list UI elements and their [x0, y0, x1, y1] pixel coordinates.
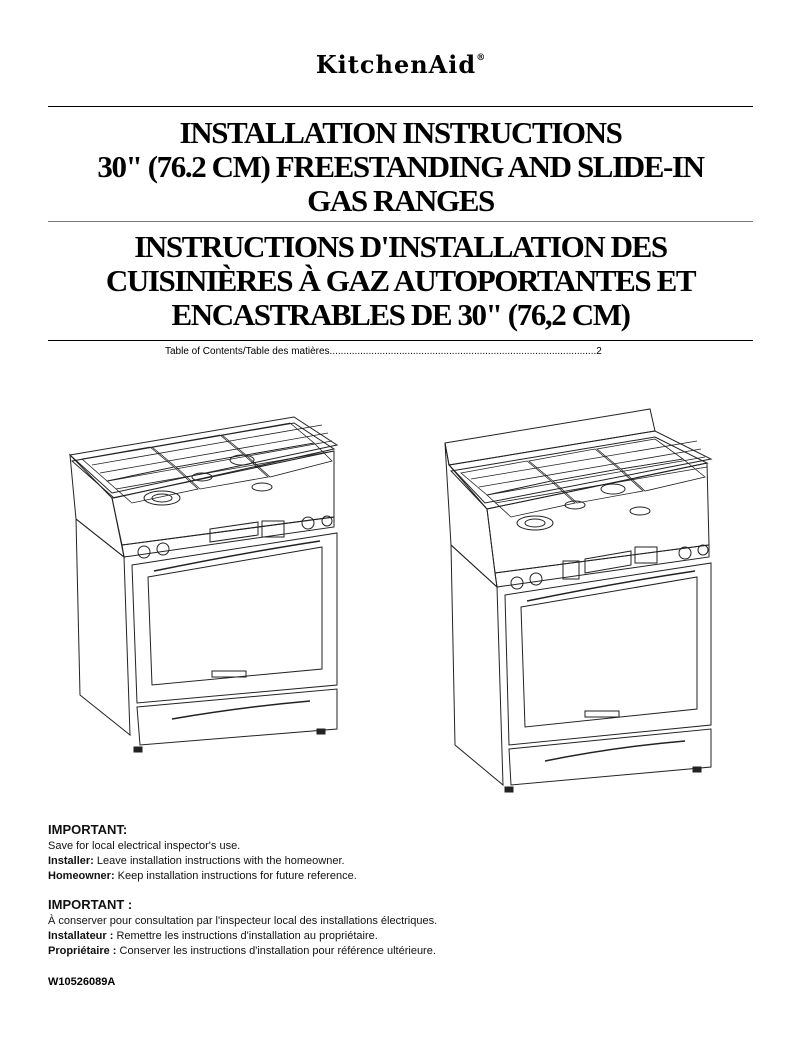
homeowner-note: [48, 869, 357, 884]
title-english-line: GAS RANGES: [307, 183, 494, 218]
title-french: [48, 230, 753, 332]
top-divider: [48, 106, 753, 107]
title-english-line: INSTALLATION INSTRUCTIONS: [179, 115, 622, 150]
title-french-line: CUISINIÈRES À GAZ AUTOPORTANTES ET: [105, 263, 696, 298]
installer-note: [48, 854, 357, 869]
table-of-contents-link[interactable]: [165, 346, 645, 357]
middle-divider: [48, 221, 753, 222]
registered-mark: ®: [476, 53, 487, 63]
installer-label: Installateur :: [48, 930, 114, 942]
bottom-divider: [48, 340, 753, 341]
homeowner-text: Keep installation instructions for future reference.: [114, 870, 357, 882]
inspector-note: Save for local electrical inspector's use.: [48, 840, 241, 852]
installer-label: Installer:: [48, 855, 94, 867]
owner-text: Conserver les instructions d'installation pour référence ultérieure.: [116, 945, 436, 957]
brand-name: KitchenAid: [315, 50, 477, 79]
title-french-line: INSTRUCTIONS D'INSTALLATION DES: [134, 229, 667, 264]
toc-page-number: 2: [596, 346, 602, 357]
installer-note: [48, 929, 437, 944]
installer-text: Leave installation instructions with the homeowner.: [93, 855, 345, 867]
owner-note: [48, 944, 437, 959]
brand-logo: [0, 50, 802, 79]
inspector-note: À conserver pour consultation par l'inspecteur local des installations électriques.: [48, 915, 438, 927]
title-english-line: 30" (76.2 CM) FREESTANDING AND SLIDE-IN: [97, 149, 704, 184]
important-heading: IMPORTANT:: [48, 822, 128, 837]
important-notice-english: [48, 822, 357, 884]
document-number: W10526089A: [48, 976, 116, 988]
homeowner-label: Homeowner:: [48, 870, 115, 882]
important-heading: IMPORTANT :: [48, 897, 133, 912]
slide-in-range-illustration: [62, 395, 352, 770]
freestanding-range-illustration: [435, 395, 725, 795]
important-notice-french: [48, 897, 437, 959]
toc-leader-dots: ................................................................................................: [329, 346, 597, 357]
title-english: [48, 116, 753, 218]
installer-text: Remettre les instructions d'installation au propriétaire.: [113, 930, 378, 942]
owner-label: Propriétaire :: [48, 945, 117, 957]
toc-label: Table of Contents/Table des matières: [165, 346, 330, 357]
title-french-line: ENCASTRABLES DE 30" (76,2 CM): [171, 297, 630, 332]
